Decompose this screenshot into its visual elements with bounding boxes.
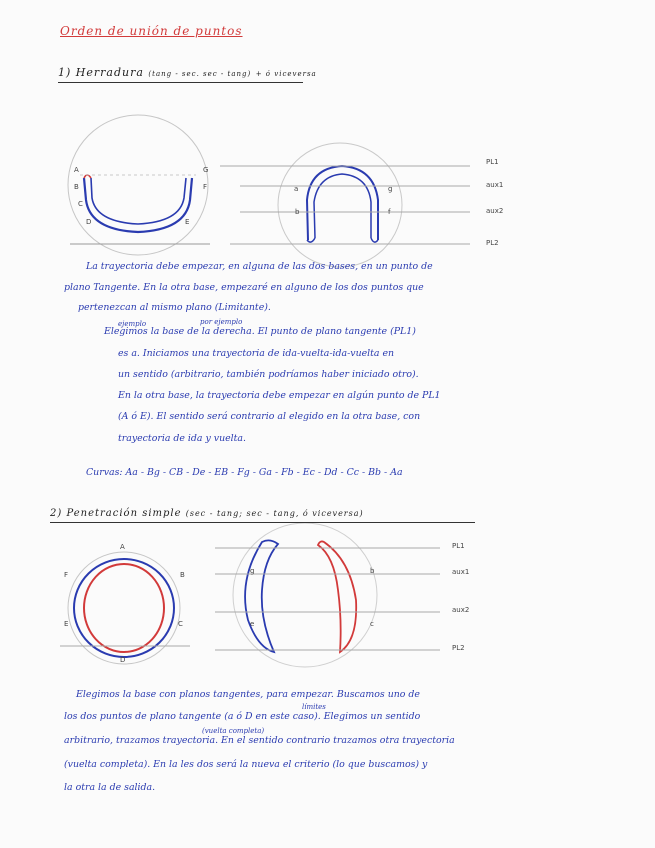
s1-para2-line3: un sentido (arbitrario, también podríamos haber iniciado otro). [118, 369, 419, 380]
s2-para-line1: Elegimos la base con planos tangentes, para empezar. Buscamos uno de [76, 689, 420, 700]
s2-plane-label-aux2: aux2 [452, 606, 470, 614]
s2-sup-limites: límites [302, 703, 326, 711]
point-label: A [120, 543, 125, 551]
section1-heading-text: 1) Herradura [58, 66, 144, 79]
point-label: F [64, 571, 69, 579]
section2-heading-underline [50, 522, 475, 523]
s2-sup-vuelta: (vuelta completa) [202, 727, 265, 735]
point-label: B [74, 183, 79, 191]
s1-para2-line2: es a. Iniciamos una trayectoria de ida-vuelta-ida-vuelta en [118, 348, 395, 359]
s1-para2-line1: Elegimos la base de la derecha. El punto de plano tangente (PL1) [104, 326, 416, 337]
point-label: E [64, 620, 69, 628]
point-label: D [120, 656, 126, 664]
point-label: G [203, 166, 209, 174]
s1-para1-line1: La trayectoria debe empezar, en alguna de las dos bases, en un punto de [86, 261, 433, 272]
section2-heading-text: 2) Penetración simple [50, 508, 182, 519]
section1-heading [58, 66, 317, 79]
s2-para-line5: la otra la de salida. [64, 782, 156, 793]
point-label: E [185, 218, 190, 226]
section2-heading-note: (sec - tang; sec - tang, ó viceversa) [185, 509, 364, 518]
section2-heading [50, 508, 364, 519]
point-label: b [295, 208, 300, 216]
s1-sup-ejemplo: ejemplo [118, 320, 147, 328]
plane-label-aux2: aux2 [486, 207, 504, 215]
s1-para2-line5: (A ó E). El sentido será contrario al elegido en la otra base, con [118, 411, 421, 422]
s2-plane-label-pl1: PL1 [452, 542, 465, 550]
plane-label-pl2: PL2 [486, 239, 499, 247]
plane-label-aux1: aux1 [486, 181, 504, 189]
point-label: D [86, 218, 92, 226]
s2-para-line2: los dos puntos de plano tangente (a ó D en este caso). Elegimos un sentido [64, 711, 421, 722]
s2-plane-label-aux1: aux1 [452, 568, 470, 576]
page-title: Orden de unión de puntos [60, 24, 243, 38]
s1-curvas: Curvas: Aa - Bg - CB - De - EB - Fg - Ga - Fb - Ec - Dd - Cc - Bb - Aa [86, 467, 403, 478]
s1-para2-line4: En la otra base, la trayectoria debe empezar en algún punto de PL1 [118, 390, 441, 401]
penetracion-left-diagram [60, 552, 190, 664]
section1-heading-extra: + ó viceversa [255, 70, 317, 78]
point-label: f [388, 208, 391, 216]
s2-para-line3: arbitrario, trazamos trayectoria. En el sentido contrario trazamos otra trayectoria [64, 735, 455, 746]
penetracion-right-diagram [233, 523, 377, 667]
s1-para2-line6: trayectoria de ida y vuelta. [118, 433, 246, 444]
point-label: g [250, 567, 255, 575]
s1-para1-line3: pertenezcan al mismo plano (Limitante). [78, 302, 271, 313]
herradura-right-diagram [278, 143, 402, 267]
point-label: g [388, 185, 393, 193]
s1-sup-por-ejemplo: por ejemplo [200, 318, 243, 326]
point-label: F [203, 183, 208, 191]
point-label: a [294, 185, 299, 193]
point-label: C [178, 620, 183, 628]
section1-heading-underline [58, 82, 303, 83]
point-label: b [370, 567, 375, 575]
point-label: c [370, 620, 374, 628]
point-label: A [74, 166, 79, 174]
s2-plane-label-pl2: PL2 [452, 644, 465, 652]
s2-para-line4: (vuelta completa). En la les dos será la nueva el criterio (lo que buscamos) y [64, 759, 428, 770]
plane-label-pl1: PL1 [486, 158, 499, 166]
section2-plane-lines [215, 548, 440, 650]
point-label: e [250, 620, 255, 628]
section1-heading-note: (tang - sec. sec - tang) [148, 70, 252, 78]
section1-plane-lines [220, 166, 470, 244]
point-label: C [78, 200, 83, 208]
herradura-left-diagram [68, 115, 210, 255]
s1-para1-line2: plano Tangente. En la otra base, empezaré en alguno de los dos puntos que [64, 282, 424, 293]
point-label: B [180, 571, 185, 579]
